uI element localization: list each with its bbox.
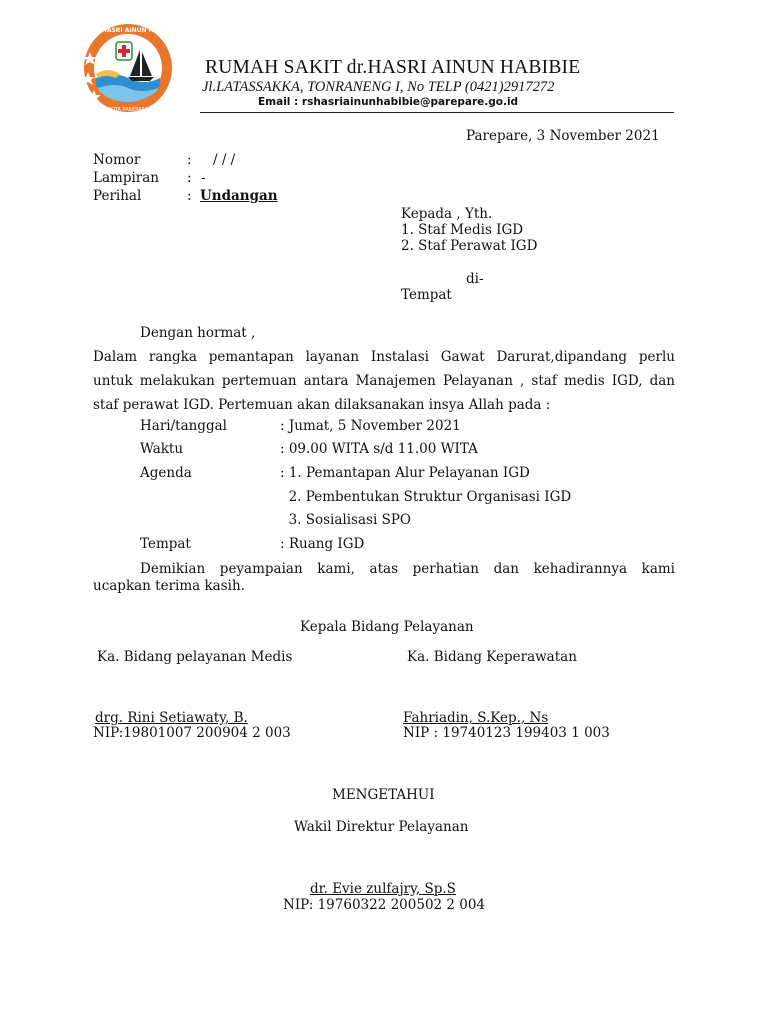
agenda-item: 2. Pembentukan Struktur Organisasi IGD bbox=[280, 489, 572, 505]
recipient-item: 1. Staf Medis IGD bbox=[401, 222, 524, 238]
meta-colon: : bbox=[187, 152, 192, 168]
svg-text:RS dr. HASRI AINUN HABIBIE: RS dr. HASRI AINUN HABIBIE bbox=[80, 27, 176, 34]
detail-place-label: Tempat bbox=[140, 536, 191, 552]
closing-line: ucapkan terima kasih. bbox=[93, 578, 245, 594]
detail-day-label: Hari/tanggal bbox=[140, 418, 227, 434]
right-signer-name: Fahriadin, S.Kep., Ns bbox=[403, 710, 549, 726]
meta-subject-label: Perihal bbox=[93, 188, 142, 204]
hospital-address: Jl.LATASSAKKA, TONRANENG I, No TELP (0421)2917272 bbox=[202, 79, 555, 95]
detail-place-value: : Ruang IGD bbox=[280, 536, 365, 552]
recipient-item: 2. Staf Perawat IGD bbox=[401, 238, 538, 254]
detail-day-value: : Jumat, 5 November 2021 bbox=[280, 418, 461, 434]
hospital-logo bbox=[80, 22, 176, 114]
acknowledge-label: MENGETAHUI bbox=[332, 787, 435, 803]
meta-colon: : bbox=[187, 188, 192, 204]
agenda-item: : 1. Pemantapan Alur Pelayanan IGD bbox=[280, 465, 530, 481]
left-signer-title: Ka. Bidang pelayanan Medis bbox=[97, 649, 293, 665]
recipient-di: di- bbox=[466, 271, 484, 287]
closing-line: Demikian peyampaian kami, atas perhatian dan kehadirannya kami bbox=[140, 561, 675, 577]
svg-text:KOTA PAREPARE: KOTA PAREPARE bbox=[107, 107, 149, 113]
body-paragraph-line: staf perawat IGD. Pertemuan akan dilaksanakan insya Allah pada : bbox=[93, 397, 551, 413]
meta-attachment-value: - bbox=[201, 170, 206, 186]
detail-time-label: Waktu bbox=[140, 441, 184, 457]
meta-colon: : bbox=[187, 170, 192, 186]
agenda-item: 3. Sosialisasi SPO bbox=[280, 512, 411, 528]
salutation: Dengan hormat , bbox=[140, 325, 256, 341]
meta-number-value: / / / bbox=[213, 152, 236, 168]
director-nip: NIP: 19760322 200502 2 004 bbox=[283, 897, 486, 913]
recipient-place: Tempat bbox=[401, 287, 452, 303]
detail-time-value: : 09.00 WITA s/d 11.00 WITA bbox=[280, 441, 478, 457]
meta-number-label: Nomor bbox=[93, 152, 141, 168]
hospital-email: Email : rshasriainunhabibie@parepare.go.id bbox=[258, 96, 519, 108]
recipient-greeting: Kepada , Yth. bbox=[401, 206, 493, 222]
director-name: dr. Evie zulfajry, Sp.S bbox=[310, 881, 456, 897]
left-signer-nip: NIP:19801007 200904 2 003 bbox=[93, 725, 291, 741]
hospital-name: RUMAH SAKIT dr.HASRI AINUN HABIBIE bbox=[205, 57, 581, 78]
right-signer-title: Ka. Bidang Keperawatan bbox=[407, 649, 577, 665]
director-title: Wakil Direktur Pelayanan bbox=[294, 819, 469, 835]
letter-date: Parepare, 3 November 2021 bbox=[466, 128, 660, 144]
right-signer-nip: NIP : 19740123 199403 1 003 bbox=[403, 725, 610, 741]
meta-attachment-label: Lampiran bbox=[93, 170, 159, 186]
meta-subject-value: Undangan bbox=[200, 188, 278, 204]
body-paragraph-line: Dalam rangka pemantapan layanan Instalasi Gawat Darurat,dipandang perlu bbox=[93, 349, 675, 365]
head-title: Kepala Bidang Pelayanan bbox=[300, 619, 474, 635]
body-paragraph-line: untuk melakukan pertemuan antara Manajemen Pelayanan , staf medis IGD, dan bbox=[93, 373, 675, 389]
detail-agenda-label: Agenda bbox=[140, 465, 192, 481]
left-signer-name: drg. Rini Setiawaty, B. bbox=[95, 710, 248, 726]
header-divider bbox=[200, 112, 674, 113]
